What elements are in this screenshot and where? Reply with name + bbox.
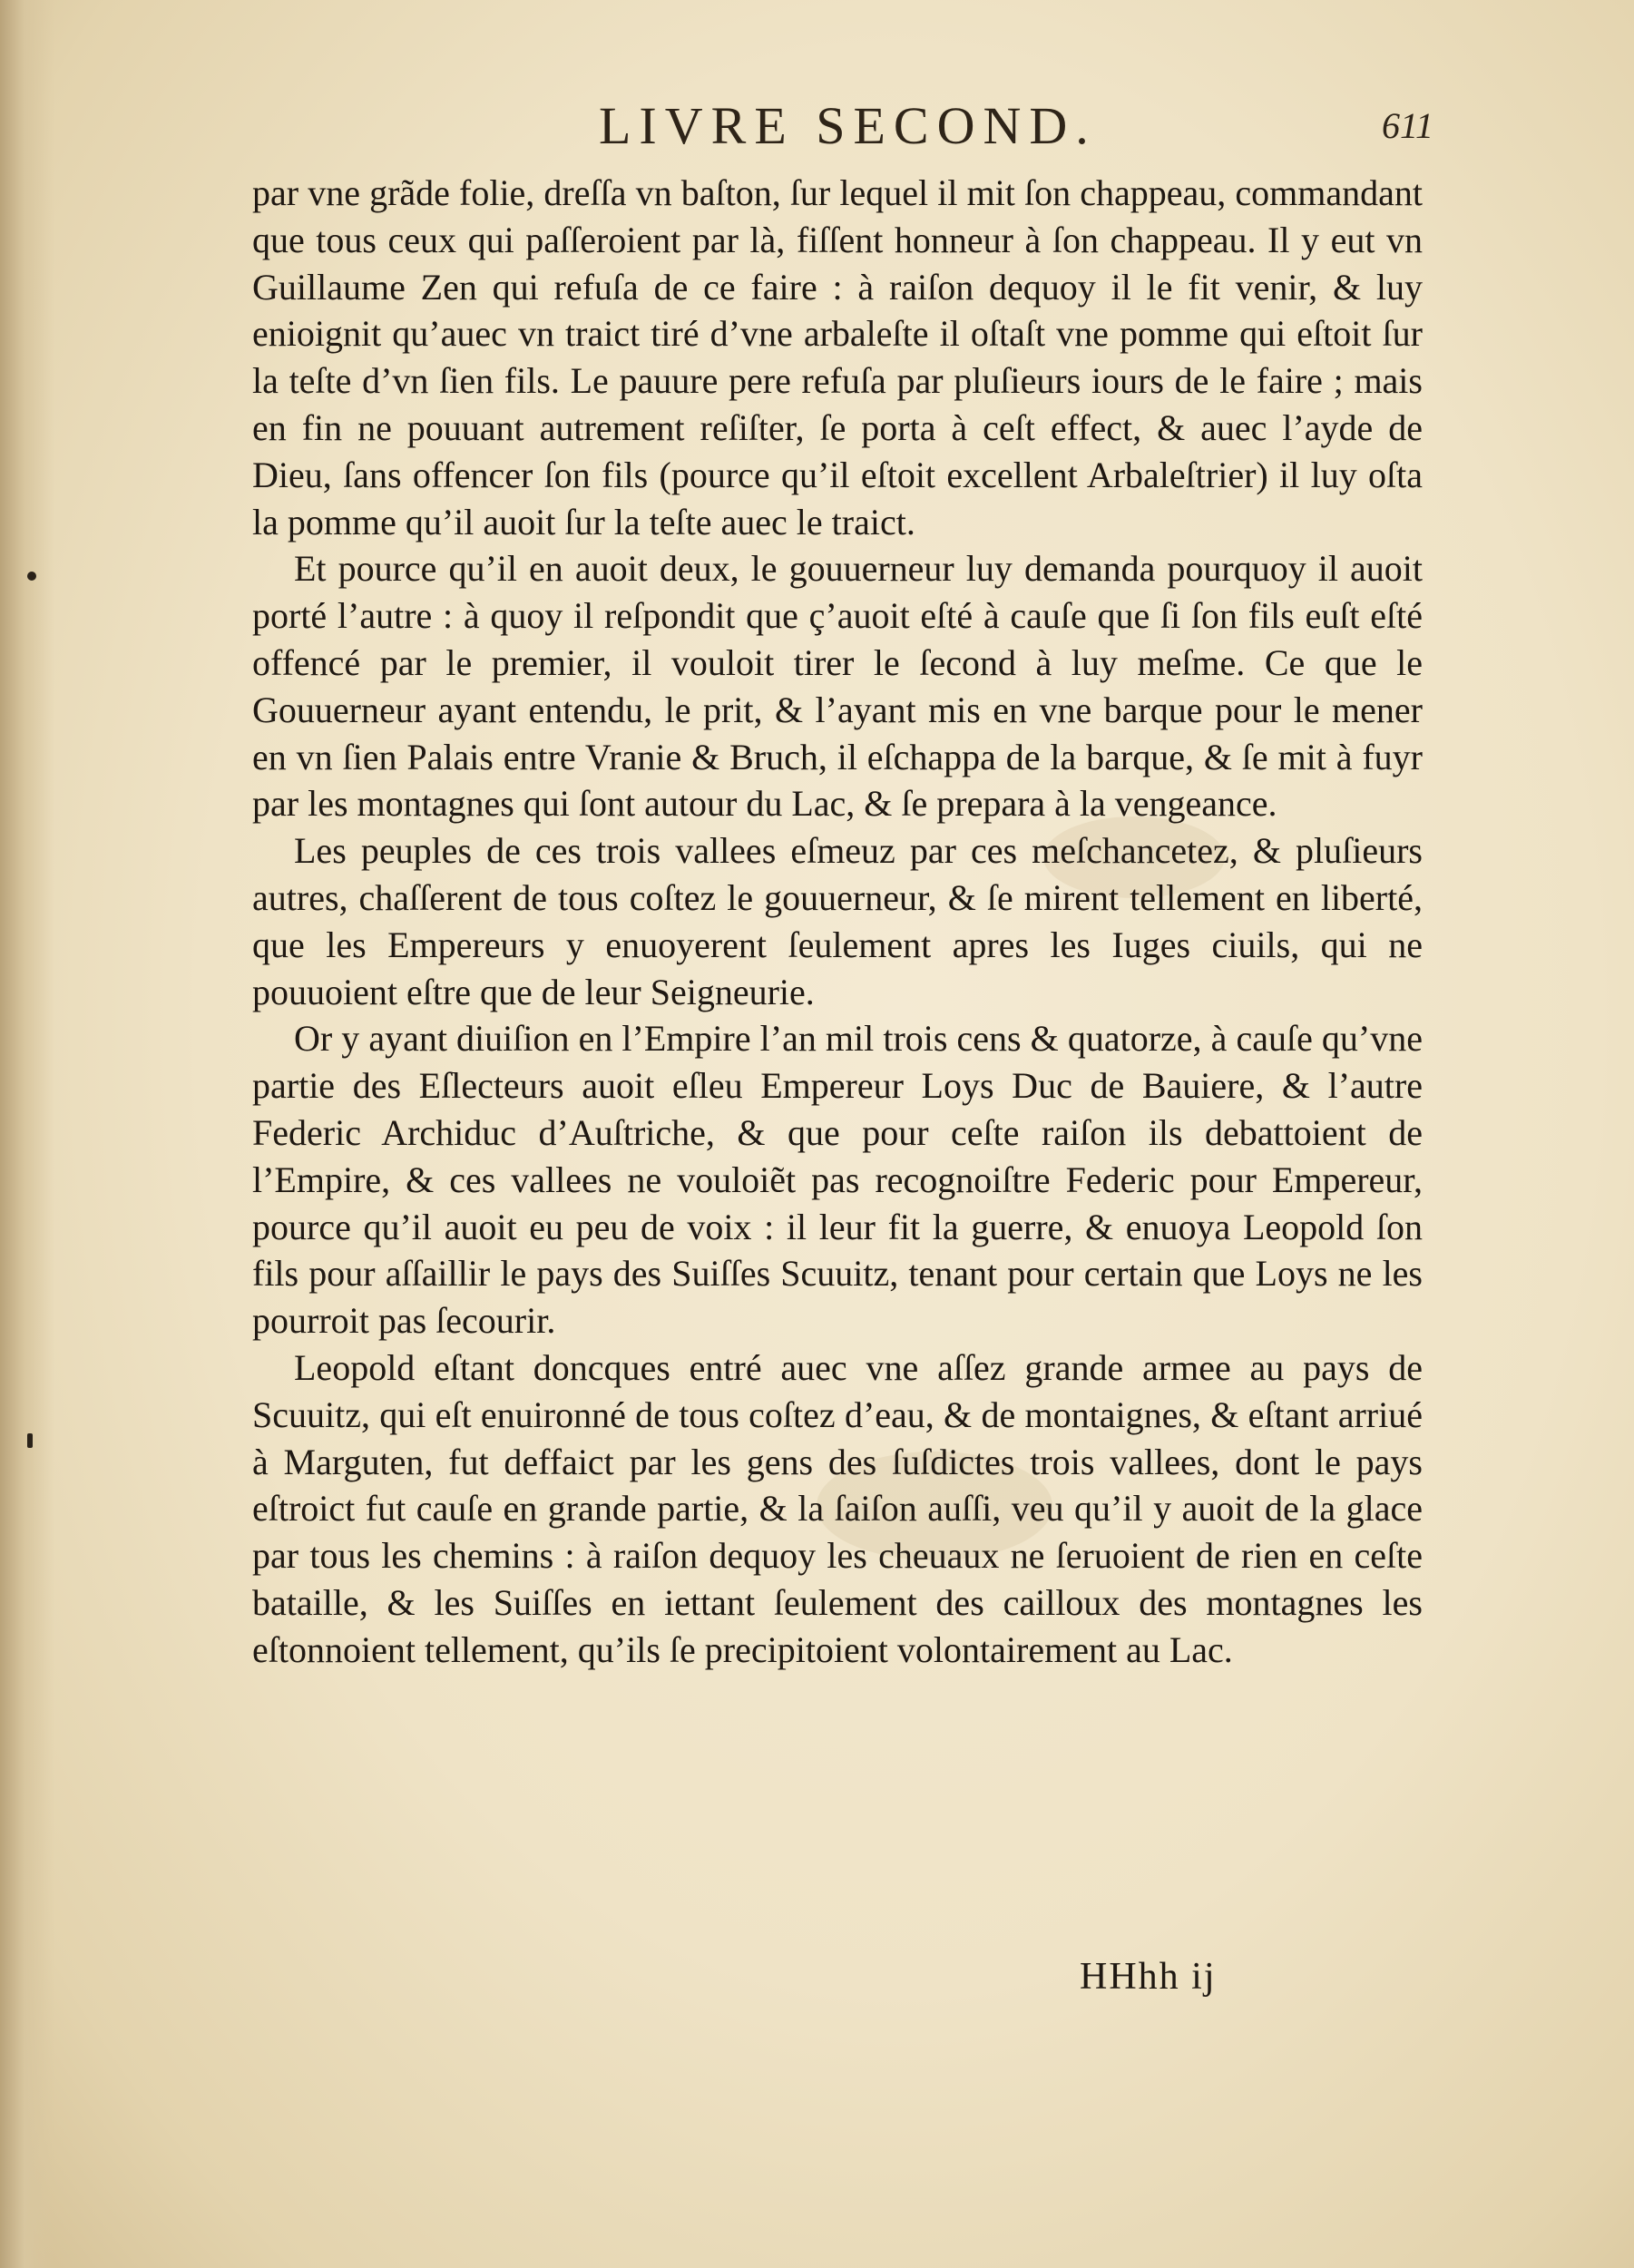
paragraph: Et pource qu’il en auoit deux, le gouuerneur luy demanda pourquoy il auoit porté l’autre : à quoy il reſpondit que ç’auoit eſté à cauſe que ſi ſon fils euſt eſté offencé par le premier, il vouloit tirer le ſecond à luy meſme. Ce que le Gouuerneur ayant entendu, le prit, & l’ayant mis en vne barque pour le mener en vn ſien Palais entre Vranie & Bruch, il eſchappa de la barque, & ſe mit à fuyr par les montagnes qui ſont autour du Lac, & ſe prepara à la vengeance. [252, 548, 1423, 825]
binding-shadow [0, 0, 54, 2268]
signature-mark: HHhh ij [1080, 1956, 1217, 1998]
paragraph: par vne grãde folie, dreſſa vn baſton, ſur lequel il mit ſon chappeau, commandant que tous ceux qui paſſeroient par là, fiſſent honneur à ſon chappeau. Il y eut vn Guillaume Zen qui refuſa de ce faire : à raiſon dequoy il le fit venir, & luy enioignit qu’auec vn traict tiré d’vne arbaleſte il oſtaſt vne pomme qui eſtoit ſur la teſte d’vn ſien fils. Le pauure pere refuſa par pluſieurs iours de le faire ; mais en fin ne pouuant autrement reſiſter, ſe porta à ceſt effect, & auec l’ayde de Dieu, ſans offencer ſon fils (pource qu’il eſtoit excellent Arbaleſtrier) il luy oſta la pomme qu’il auoit ſur la teſte auec le traict. [252, 172, 1423, 543]
margin-ink-mark [27, 572, 36, 581]
body-text [252, 170, 1423, 1674]
paragraph: Or y ayant diuiſion en l’Empire l’an mil trois cens & quatorze, à cauſe qu’vne partie des Eſlecteurs auoit eſleu Empereur Loys Duc de Bauiere, & l’autre Federic Archiduc d’Auſtriche, & que pour ceſte raiſon ils debattoient de l’Empire, & ces vallees ne vouloiẽt pas recognoiſtre Federic pour Empereur, pource qu’il auoit eu peu de voix : il leur fit la guerre, & enuoya Leopold ſon fils pour aſſaillir le pays des Suiſſes Scuuitz, tenant pour certain que Loys ne les pourroit pas ſecourir. [252, 1018, 1423, 1342]
running-head [254, 95, 1433, 168]
paragraph: Les peuples de ces trois vallees eſmeuz par ces meſchancetez, & pluſieurs autres, chaſſerent de tous coſtez le gouuerneur, & ſe mirent tellement en liberté, que les Empereurs y enuoyerent ſeulement apres les Iuges ciuils, qui ne pouuoient eſtre que de leur Seigneurie. [252, 830, 1423, 1012]
page-number: 611 [1381, 105, 1433, 146]
paragraph: Leopold eſtant doncques entré auec vne aſſez grande armee au pays de Scuuitz, qui eſt enuironné de tous coſtez d’eau, & de montaignes, & eſtant arriué à Marguten, fut deffaict par les gens des ſuſdictes trois vallees, dont le pays eſtroict fut cauſe en grande partie, & la ſaiſon auſſi, veu qu’il y auoit de la glace par tous les chemins : à raiſon dequoy les cheuaux ne ſeruoient de rien en ceſte bataille, & les Suiſſes en iettant ſeulement des cailloux des montagnes les eſtonnoient tellement, qu’ils ſe precipitoient volontairement au Lac. [252, 1346, 1423, 1670]
running-title: LIVRE SECOND. [599, 96, 1097, 155]
margin-ink-mark [27, 1433, 33, 1448]
